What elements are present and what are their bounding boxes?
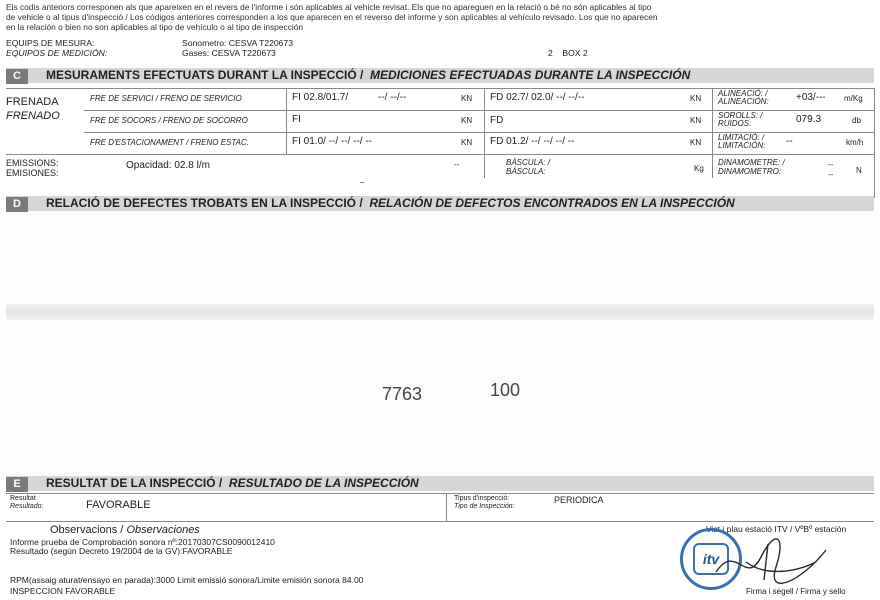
service-fd: FD 02.7/ 02.0/ --/ --/-- [490,92,585,103]
emergency-fd: FD [490,115,504,126]
noise-label: SOROLLS: / RUIDOS: [718,111,763,128]
result-label-ca: Resultat [10,495,36,502]
intro-line: de vehicle o al tipus d'inspecció / Los códigos anteriores corresponden a los que aparecen en el reverso del informe y son aplicables al vehículo revisado. Los que no aparecen [6,12,658,22]
equipment-label-ca: EQUIPS DE MESURA: [6,38,95,48]
intro-text [6,2,874,32]
unit-kn: KN [461,94,473,103]
emissions-dash: -- [454,160,460,169]
scale-label: BÀSCULA: / BÁSCULA: [506,158,551,176]
defect-value: 100 [490,380,521,400]
inspection-type-value: PERIODICA [554,495,604,505]
service-fi-rest: --/ --/-- [378,92,407,103]
section-title-ca: RESULTAT DE LA INSPECCIÓ / [46,476,223,490]
defects-area [6,214,874,476]
section-letter: D [6,197,28,212]
observation-line: Informe prueba de Comprobación sonora nº:20170307CS0090012410 [10,537,275,547]
emergency-brake-label: FRE DE SOCORS / FRENO DE SOCORRO [90,116,248,125]
speed-limit-unit: km/h [846,138,864,147]
observation-line: Resultado (según Decreto 19/2004 de la GV):FAVORABLE [10,546,233,556]
emissions-label-ca: EMISSIONS: [6,158,59,168]
signature-scribble [706,532,836,592]
speed-limit-value: -- [786,136,793,147]
alignment-unit: m/Kg [844,94,863,103]
gases-value: Gases: CESVA T220673 [182,48,276,58]
braking-label-es: FRENADO [6,110,60,122]
emissions-label-es: EMISIONES: [6,168,59,178]
alignment-label: ALINEACIÓ: / ALINEACIÓN: [718,89,769,106]
dynamometer-value: -- [828,160,834,169]
intro-line: en la relación o bien no son aplicables al tipo de vehículo o al tipo de inspección [6,22,304,32]
dynamometer-value: -- [828,170,834,179]
result-value: FAVORABLE [86,499,151,511]
section-title-ca: MESURAMENTS EFECTUATS DURANT LA INSPECCIÓ / [46,68,364,82]
scan-artifact [6,304,874,320]
section-letter: C [6,69,28,84]
emergency-fi: FI [292,114,301,125]
opacity-value: Opacidad: 02.8 l/m [126,160,210,171]
unit-kn: KN [690,94,702,103]
section-title-ca: RELACIÓ DE DEFECTES TROBATS EN LA INSPECCIÓ / [46,196,363,210]
service-fi: FI 02.8/01.7/ [292,92,349,103]
measurements-table [6,88,874,198]
rpm-line: RPM(assaig aturat/ensayo en parada):3000 Limit emissió sonora/Limite emisión sonora 84.00 [10,575,364,585]
emissions-underscore: _ [360,174,365,183]
section-title-es: RESULTADO DE LA INSPECCIÓN [228,476,419,490]
signature-label: Firma i segell / Firma y sello [746,587,846,596]
intro-line: Els codis anteriors corresponen als que apareixen en el revers de l'informe i són aplicables al vehicle revisat. Els que no apareguen en la relació o bé no són aplicables al tipo [6,2,652,12]
unit-kn: KN [461,138,473,147]
section-e-header [6,476,874,491]
unit-kn: KN [690,116,702,125]
service-brake-label: FRE DE SERVICI / FRENO DE SERVICIO [90,94,242,103]
scale-unit: Kg [694,164,704,173]
inspection-type-label-ca: Tipus d'inspecció: [454,495,510,502]
section-d-header [6,196,874,211]
sonometer-value: Sonometro: CESVA T220673 [182,38,293,48]
section-title-es: MEDICIONES EFECTUADAS DURANTE LA INSPECCIÓN [370,68,691,82]
section-c-header [6,68,874,83]
section-title-es: RELACIÓN DE DEFECTOS ENCONTRADOS EN LA INSPECCIÓN [369,196,735,210]
speed-limit-label: LIMITACIÓ: / LIMITACIÓN: [718,133,766,150]
unit-kn: KN [690,138,702,147]
equipment-block [6,38,874,58]
station-approval-label: Vist i plau estació ITV / VºBº estación [706,524,847,534]
dynamometer-unit: N [856,166,862,175]
section-letter: E [6,477,28,492]
observations-title: Observacions / Observaciones [50,524,200,536]
noise-value: 079.3 [796,114,822,125]
braking-label-ca: FRENADA [6,96,59,108]
final-result-line: INSPECCION FAVORABLE [10,586,116,596]
inspection-type-label-es: Tipo de Inspección: [454,503,515,510]
alignment-value: +03/--- [796,92,826,103]
box-number: 2 BOX 2 [548,48,588,58]
itv-stamp-text: itv [693,543,729,575]
equipment-label-es: EQUIPOS DE MEDICIÓN: [6,48,108,58]
noise-unit: db [852,116,861,125]
parking-fi: FI 01.0/ --/ --/ --/ -- [292,136,372,147]
defect-code: 7763 [382,384,423,404]
dynamometer-label: DINAMOMETRE: / DINAMOMETRO: [718,158,785,176]
result-label-es: Resultado: [10,503,44,510]
unit-kn: KN [461,116,473,125]
parking-fd: FD 01.2/ --/ --/ --/ -- [490,136,575,147]
parking-brake-label: FRE D'ESTACIONAMENT / FRENO ESTAC. [90,138,250,147]
